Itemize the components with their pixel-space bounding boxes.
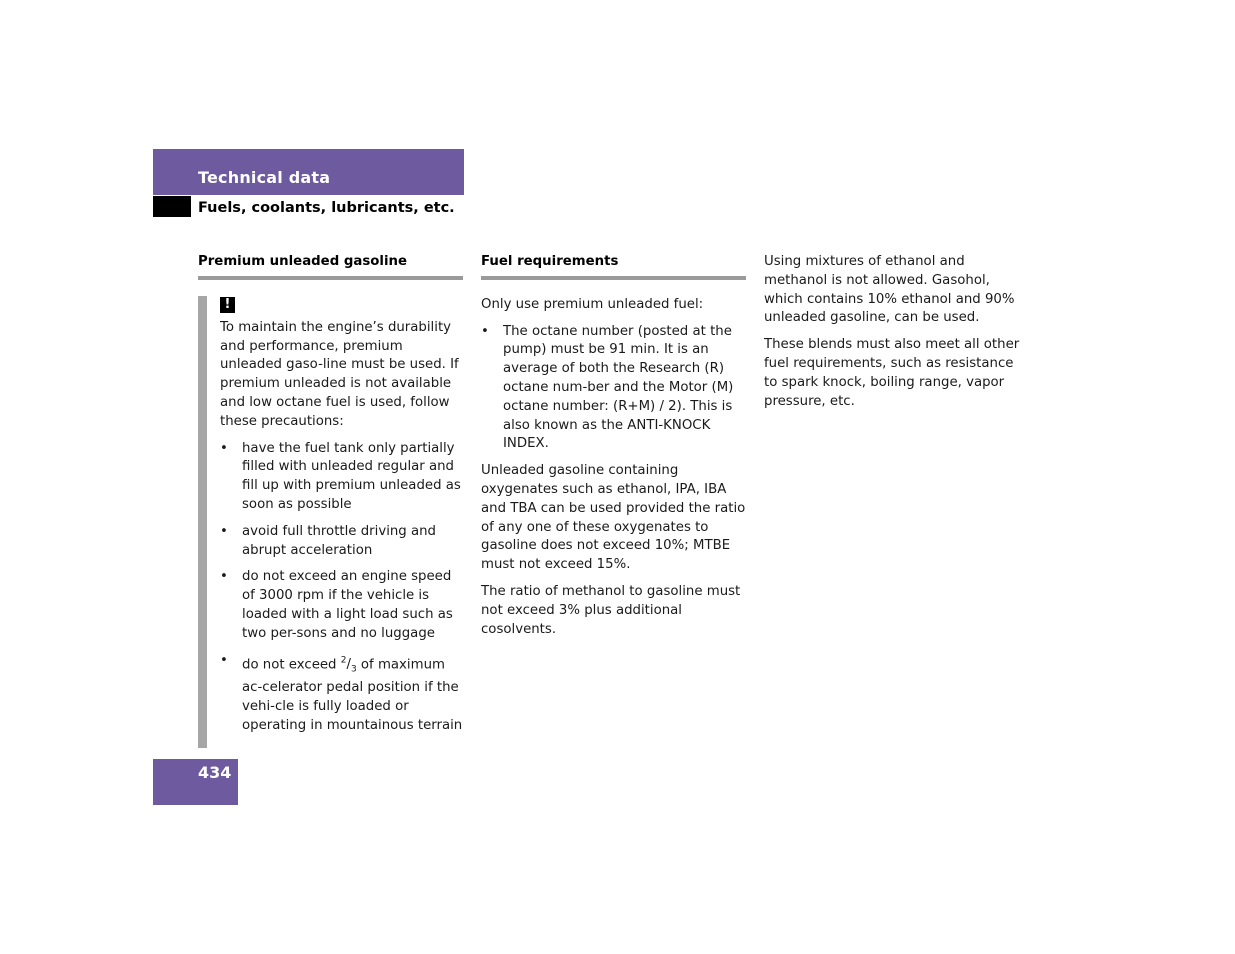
heading-premium-unleaded: Premium unleaded gasoline	[198, 253, 463, 280]
warning-icon: !	[220, 297, 235, 313]
fraction-numerator: 2	[340, 655, 347, 666]
requirements-list	[481, 323, 746, 455]
fraction	[340, 655, 357, 675]
heading-fuel-requirements: Fuel requirements	[481, 253, 746, 280]
list-item	[220, 652, 463, 736]
subtitle-marker	[153, 196, 191, 217]
section-subtitle: Fuels, coolants, lubricants, etc.	[198, 200, 455, 216]
list-item: • avoid full throttle driving and abrupt acceleration	[220, 523, 463, 561]
left-column	[198, 253, 463, 744]
notice-bar	[198, 296, 207, 748]
paragraph: The ratio of methanol to gasoline must not exceed 3% plus additional cosolvents.	[481, 583, 741, 637]
section-title: Technical data	[198, 168, 331, 187]
notice-box	[198, 296, 463, 736]
paragraph: Unleaded gasoline containing oxygenates such as ethanol, IPA, IBA and TBA can be used provided the ratio of any one of these oxygenates to gasoline does not exceed 10%; MTBE must not exceed 15%.	[481, 463, 746, 573]
middle-column	[481, 253, 746, 647]
bullet-prefix: do not exceed	[242, 656, 341, 672]
list-item: • do not exceed an engine speed of 3000 rpm if the vehicle is loaded with a light load such as two per-sons and no luggage	[220, 568, 463, 643]
paragraph: Using mixtures of ethanol and methanol is not allowed. Gasohol, which contains 10% ethanol and 90% unleaded gasoline, can be used.	[764, 254, 1015, 326]
fraction-slash: /	[346, 656, 351, 672]
precautions-list	[220, 440, 463, 736]
bullet-suffix: of maximum ac-celerator pedal position if the vehi-cle is fully loaded or operating in mountainous terrain	[242, 656, 463, 734]
paragraph: These blends must also meet all other fuel requirements, such as resistance to spark knock, boiling range, vapor pressure, etc.	[764, 337, 1020, 409]
list-item: • have the fuel tank only partially filled with unleaded regular and fill up with premium unleaded as soon as possible	[220, 440, 463, 515]
intro-text: Only use premium unleaded fuel:	[481, 296, 704, 312]
notice-text: To maintain the engine’s durability and performance, premium unleaded gaso-line must be used. If premium unleaded is not available and low octane fuel is used, follow these precautions:	[220, 319, 459, 429]
fraction-denominator: 3	[350, 664, 357, 675]
list-item: • The octane number (posted at the pump) must be 91 min. It is an average of both the Research (R) octane num-ber and the Motor (M) octane number: (R+M) / 2). This is also known as the ANTI-KNOCK INDEX.	[481, 323, 746, 455]
page-number: 434	[198, 763, 232, 782]
right-column	[764, 253, 1029, 419]
